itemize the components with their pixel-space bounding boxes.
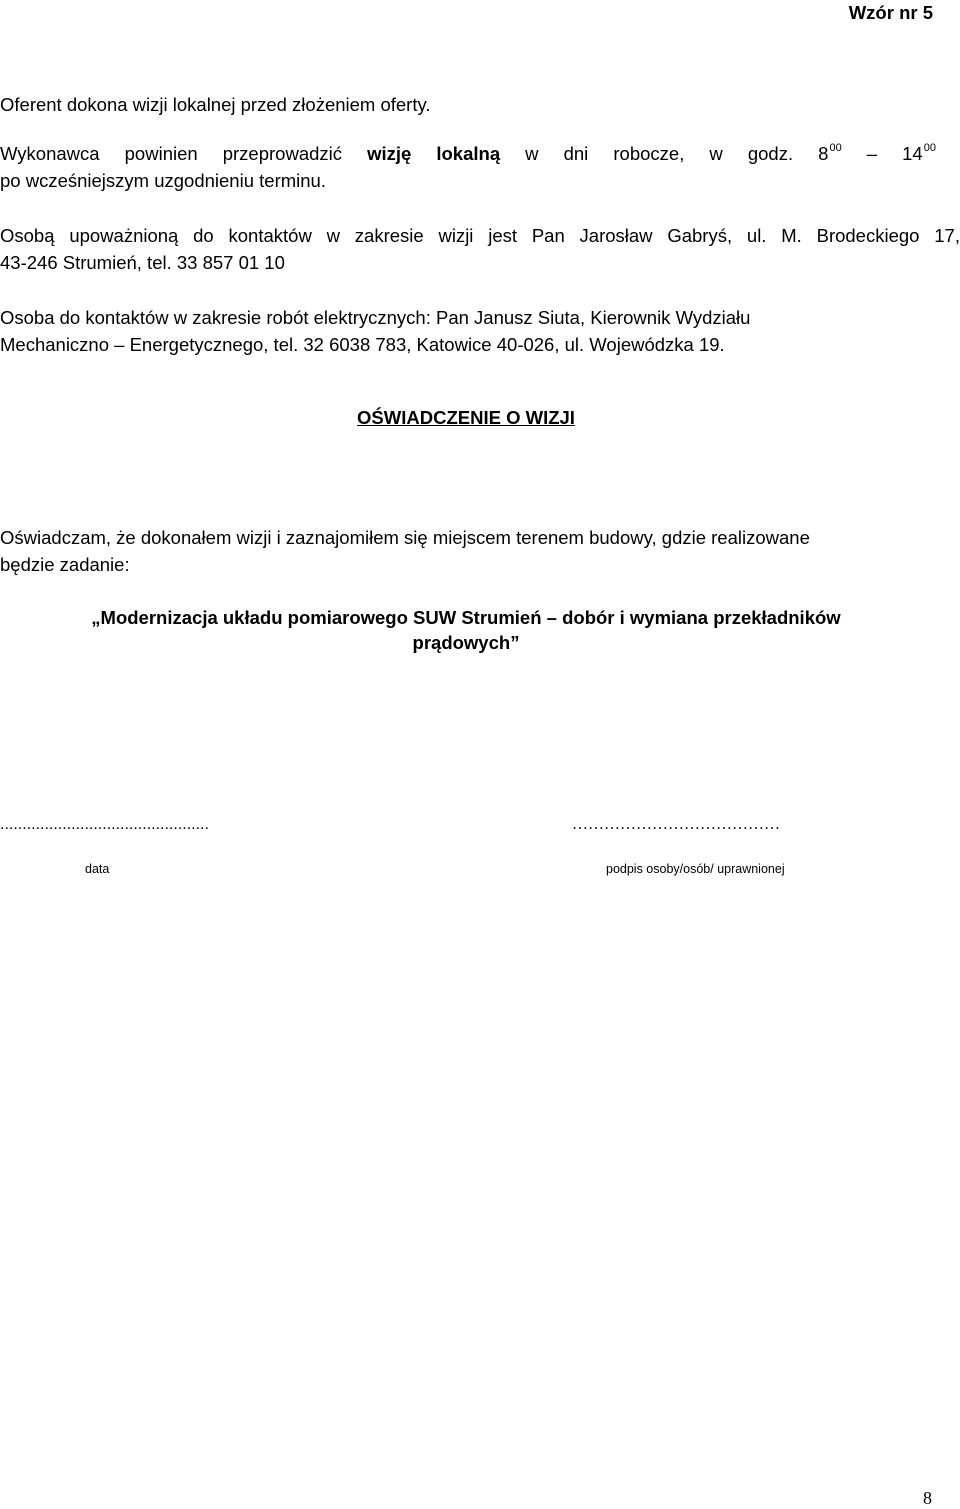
visit-hours-line-2: po wcześniejszym uzgodnieniu terminu.: [0, 170, 326, 191]
task-title-2: prądowych”: [412, 632, 520, 653]
contact-address-line: 43-246 Strumień, tel. 33 857 01 10: [0, 252, 285, 273]
time-from: $8^{00}$: [818, 142, 842, 164]
word: powinien: [124, 143, 198, 164]
page-number: 8: [923, 1488, 932, 1508]
bold-word: wizję: [367, 143, 412, 164]
time-to: $14^{00}$: [902, 142, 936, 164]
word: przeprowadzić: [222, 143, 343, 164]
time-dash: –: [866, 143, 878, 164]
intro-sentence: Oferent dokona wizji lokalnej przed złożeniem oferty.: [0, 94, 431, 115]
signature-label: podpis osoby/osób/ uprawnionej: [606, 862, 785, 876]
statement-line: Oświadczam, że dokonałem wizji i zaznajomiłem się miejscem terenem budowy, gdzie realizowane: [0, 527, 810, 548]
word: robocze,: [613, 143, 685, 164]
word: w: [525, 143, 539, 164]
electrical-contact-line-2: Mechaniczno – Energetycznego, tel. 32 6038 783, Katowice 40-026, ul. Wojewódzka 19.: [0, 334, 725, 355]
bold-word: lokalną: [436, 143, 501, 164]
statement-line-2: będzie zadanie:: [0, 554, 130, 575]
word: Wykonawca: [0, 143, 100, 164]
statement-heading: OŚWIADCZENIE O WIZJI: [357, 407, 575, 428]
signature-dotted-line: …………………………………: [572, 816, 780, 833]
electrical-contact-line: Osoba do kontaktów w zakresie robót elektrycznych: Pan Janusz Siuta, Kierownik Wydziału: [0, 307, 751, 328]
word: godz.: [747, 143, 794, 164]
date-label: data: [85, 862, 110, 876]
contact-person-line: Osobą upoważnioną do kontaktów w zakresie wizji jest Pan Jarosław Gabryś, ul. M. Brodeckiego 17,: [0, 225, 960, 246]
word: w: [709, 143, 723, 164]
visit-hours-line: [0, 143, 936, 168]
word: dni: [563, 143, 589, 164]
form-number: Wzór nr 5: [848, 2, 933, 23]
task-title: „Modernizacja układu pomiarowego SUW Strumień – dobór i wymiana przekładników: [91, 607, 841, 628]
date-dotted-line: ...............................................: [0, 816, 209, 833]
